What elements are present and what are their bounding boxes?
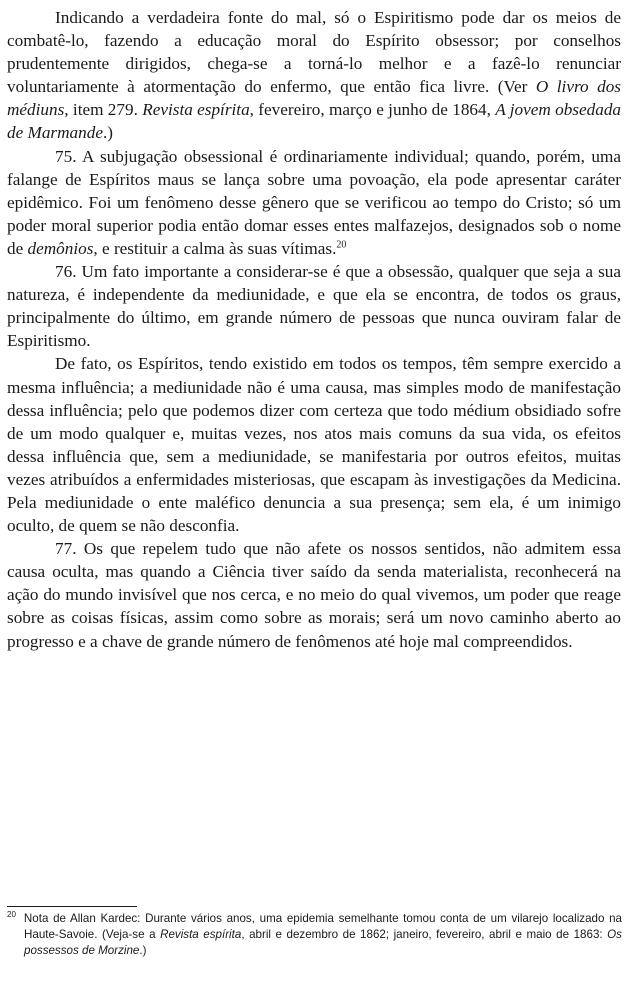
item-number: 77. [55, 539, 77, 559]
paragraph-77 [7, 537, 621, 652]
footnote-divider [7, 906, 137, 907]
text-run: Nota de Allan Kardec: Durante vários anos, uma epidemia semelhante tomou conta de um vilarejo localizado na Haute-Savoie. (Veja-se a [23, 912, 622, 941]
paragraph-intro [7, 6, 621, 145]
footnote-20 [7, 911, 622, 959]
text-run: Os que repelem tudo que não afete os nossos sentidos, não admitem essa causa oculta, mas quando a Ciência tiver saído da senda materialista, reconhecerá na ação do mundo invisível que nos cerca, e no meio do qual vivemos, um poder que reage sobre as coisas físicas, assim como sobre as morais; será um novo caminho aberto ao progresso e a chave de grande número de fenômenos até hoje mal compreendidos. [7, 539, 621, 651]
italic-title: O livro dos médiuns [7, 77, 621, 120]
italic-title: Revista espírita [160, 928, 242, 941]
paragraph-75 [7, 145, 621, 260]
text-run: A subjugação obsessional é ordinariamente individual; quando, porém, uma falange de Espíritos maus se lança sobre uma povoação, ela pode apresentar caráter epidêmico. Foi um fenômeno desse gênero que se verificou ao tempo do Cristo; só um poder moral superior podia então domar esses entes malfazejos, designados sob o nome de [7, 146, 621, 258]
footnote-text [24, 912, 622, 957]
text-run: Um fato importante a considerar-se é que a obsessão, qualquer que seja a sua natureza, é independente da mediunidade, e que ela se encontra, de todos os graus, principalmente do último, em grande número de pessoas que nunca ouviram falar de Espiritismo. [7, 262, 621, 351]
text-run: , e restituir a calma às suas vítimas. [93, 238, 337, 258]
italic-title: Revista espírita [142, 100, 250, 120]
footnote-mark: 20 [7, 910, 16, 920]
text-run: , fevereiro, março e junho de 1864, [249, 100, 496, 120]
italic-title: A jovem obsedada de Marmande [7, 100, 622, 143]
text-run: .) [139, 944, 147, 957]
page-body [7, 6, 621, 653]
text-run: .) [102, 123, 113, 143]
paragraph-76 [7, 260, 621, 352]
paragraph-76-continued [7, 352, 621, 537]
item-number: 75. [55, 146, 77, 166]
text-run: , abril e dezembro de 1862; janeiro, fevereiro, abril e maio de 1863: [241, 928, 608, 941]
text-run: De fato, os Espíritos, tendo existido em todos os tempos, têm sempre exercido a mesma influência; a mediunidade não é uma causa, mas simples modo de manifestação dessa influência; pelo que podemos dizer com certeza que todo médium obsidiado sofre de um modo qualquer e, muitas vezes, nos atos mais comuns da sua vida, os efeitos dessa influência que, sem a mediunidade, se manifestaria por outros efeitos, muitas vezes atribuídos a enfermidades misteriosas, que escapam às investigações da Medicina. Pela mediunidade o ente maléfico denuncia a sua presença; sem ela, é um inimigo oculto, de quem se não desconfia. [7, 354, 621, 536]
text-run: , item 279. [64, 100, 143, 120]
italic-title: demônios [27, 238, 94, 258]
footnote-reference[interactable]: 20 [336, 239, 347, 251]
text-run: Indicando a verdadeira fonte do mal, só o Espiritismo pode dar os meios de combatê-lo, fazendo a educação moral do Espírito obsessor; por conselhos prudentemente dirigidos, chega-se a torná-lo melhor e a fazê-lo renunciar voluntariamente à atormentação do enfermo, que então fica livre. (Ver [7, 8, 621, 97]
item-number: 76. [55, 262, 77, 282]
italic-title: Os possessos de Morzine [24, 928, 622, 957]
